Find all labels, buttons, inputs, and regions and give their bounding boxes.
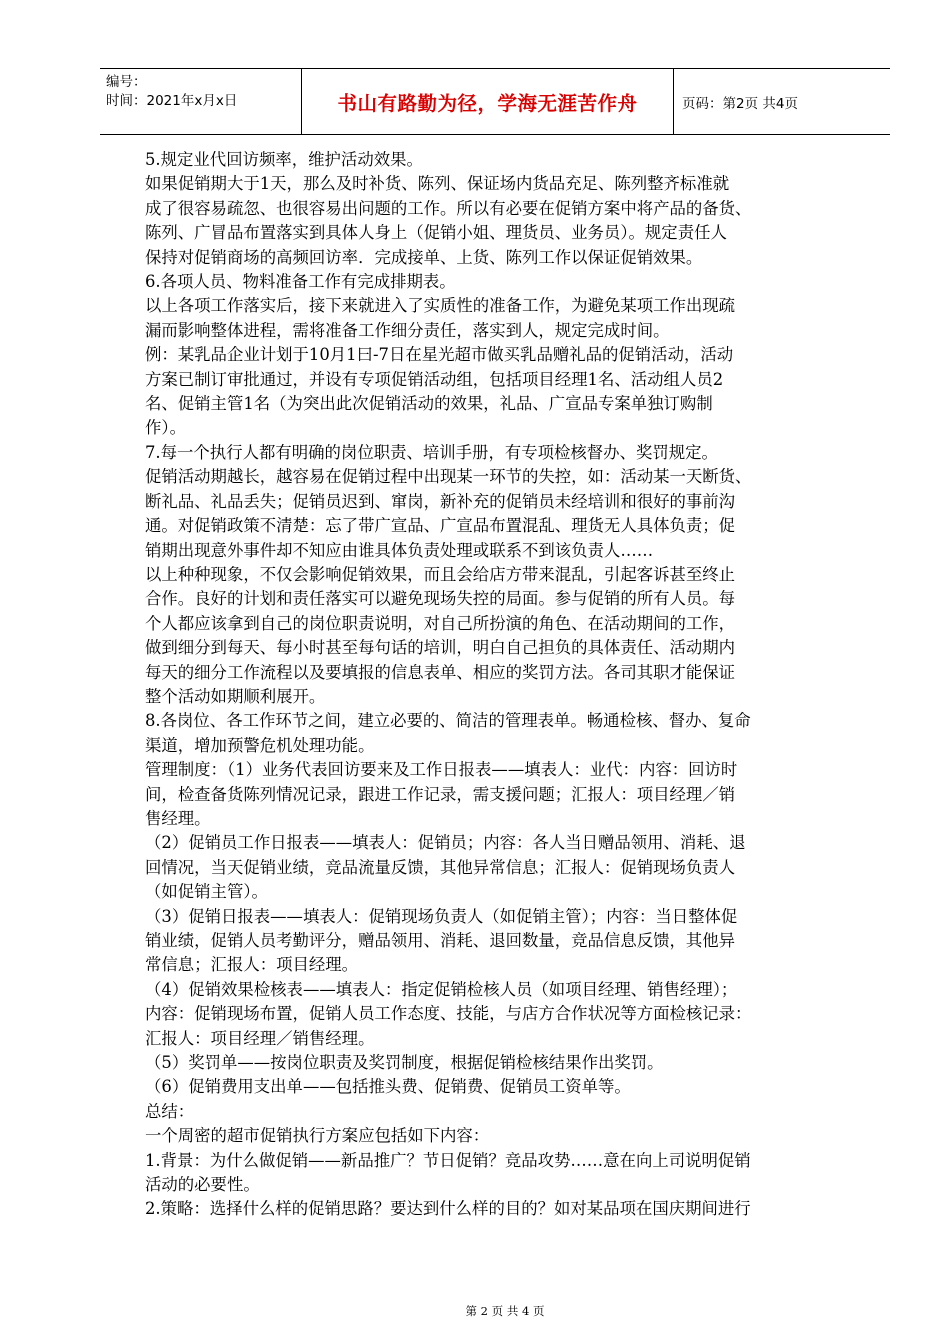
body-line: 一个周密的超市促销执行方案应包括如下内容： bbox=[145, 1126, 490, 1146]
body-line: 断礼品、礼品丢失；促销员迟到、窜岗，新补充的促销员未经培训和很好的事前沟 bbox=[145, 491, 736, 511]
body-line: 作）。 bbox=[145, 418, 186, 438]
body-line: 2.策略：选择什么样的促销思路？要达到什么样的目的？如对某品项在国庆期间进行 bbox=[145, 1199, 751, 1219]
body-line: （4）促销效果检核表——填表人：指定促销检核人员（如项目经理、销售经理）； bbox=[145, 979, 738, 999]
body-line: 例：某乳品企业计划于10月1曰-7日在星光超市做买乳品赠礼品的促销活动，活动 bbox=[145, 345, 734, 365]
page-header bbox=[100, 68, 890, 135]
body-line: 管理制度：（1）业务代表回访要来及工作日报表——填表人：业代：内容：回访时 bbox=[145, 760, 738, 780]
body-line: 1.背景：为什么做促销——新品推广？节日促销？竞品攻势……意在向上司说明促销 bbox=[145, 1150, 751, 1170]
body-line: （2）促销员工作日报表——填表人：促销员；内容：各人当日赠品领用、消耗、退 bbox=[145, 833, 746, 853]
body-line: 如果促销期大于1天，那么及时补货、陈列、保证场内货品充足、陈列整齐标准就 bbox=[145, 174, 730, 194]
body-line: （3）促销日报表——填表人：促销现场负责人（如促销主管）；内容：当日整体促 bbox=[145, 906, 738, 926]
page-footer: 第 2 页 共 4 页 bbox=[465, 1304, 545, 1318]
body-line: 常信息；汇报人：项目经理。 bbox=[145, 955, 359, 975]
body-line: 售经理。 bbox=[145, 808, 211, 828]
header-meta bbox=[100, 69, 302, 134]
body-line: 通。对促销政策不清楚：忘了带广宣品、广宣品布置混乱、理货无人具体负责；促 bbox=[145, 516, 736, 536]
body-line: 做到细分到每天、每小时甚至每句话的培训，明白自己担负的具体责任、活动期内 bbox=[145, 638, 736, 658]
body-line: 汇报人：项目经理／销售经理。 bbox=[145, 1028, 375, 1048]
body-line: 每天的细分工作流程以及要填报的信息表单、相应的奖罚方法。各司其职才能保证 bbox=[145, 662, 736, 682]
doc-time-label: 时间：2021年x月x日 bbox=[106, 93, 238, 109]
body-line: 以上各项工作落实后，接下来就进入了实质性的准备工作，为避免某项工作出现疏 bbox=[145, 296, 736, 316]
body-line: 总结： bbox=[145, 1101, 195, 1121]
body-line: 6.各项人员、物料准备工作有完成排期表。 bbox=[145, 272, 456, 292]
body-line: 陈列、广冒品布置落实到具体人身上（促销小姐、理货员、业务员）。规定责任人 bbox=[145, 223, 727, 243]
body-line: 以上种种现象，不仅会影响促销效果，而且会给店方带来混乱，引起客诉甚至终止 bbox=[145, 564, 736, 584]
body-line: 方案已制订审批通过，并设有专项促销活动组，包括项目经理1名、活动组人员2 bbox=[145, 369, 724, 389]
header-page-info-cell bbox=[674, 69, 890, 134]
body-line: 销业绩，促销人员考勤评分，赠品领用、消耗、退回数量，竞品信息反馈，其他异 bbox=[145, 931, 736, 950]
body-line: 8.各岗位、各工作环节之间，建立必要的、简洁的管理表单。畅通检核、督办、复命 bbox=[145, 711, 751, 731]
body-line: （5）奖罚单——按岗位职责及奖罚制度，根据促销检核结果作出奖罚。 bbox=[145, 1053, 664, 1073]
header-page-info: 页码：第2页 共4页 bbox=[682, 95, 798, 112]
body-line: 成了很容易疏忽、也很容易出问题的工作。所以有必要在促销方案中将产品的备货、 bbox=[145, 198, 752, 218]
body-line: 名、促销主管1名（为突出此次促销活动的效果，礼品、广宣品专案单独订购制 bbox=[145, 394, 713, 414]
document-body bbox=[145, 148, 857, 1222]
body-line: 内容：促销现场布置，促销人员工作态度、技能，与店方合作状况等方面检核记录： bbox=[145, 1004, 752, 1024]
header-motto-cell bbox=[302, 69, 674, 134]
body-line: 渠道，增加预警危机处理功能。 bbox=[145, 735, 375, 755]
header-motto: 书山有路勤为径，学海无涯苦作舟 bbox=[337, 91, 638, 115]
body-line: 促销活动期越长，越容易在促销过程中出现某一环节的失控，如：活动某一天断货、 bbox=[145, 467, 752, 487]
body-line: （如促销主管）。 bbox=[145, 882, 268, 902]
body-line: 个人都应该拿到自己的岗位职责说明，对自己所扮演的角色、在活动期间的工作， bbox=[145, 613, 736, 633]
body-line: 5.规定业代回访频率，维护活动效果。 bbox=[145, 150, 423, 169]
body-line: 间，检查备货陈列情况记录，跟进工作记录，需支援问题；汇报人：项目经理／销 bbox=[145, 784, 736, 804]
doc-number-label: 编号： bbox=[106, 74, 147, 90]
body-line: 保持对促销商场的高频回访率．完成接单、上货、陈列工作以保证促销效果。 bbox=[145, 247, 703, 267]
body-line: 合作。良好的计划和责任落实可以避免现场失控的局面。参与促销的所有人员。每 bbox=[145, 589, 736, 609]
body-line: （6）促销费用支出单——包括推头费、促销费、促销员工资单等。 bbox=[145, 1077, 631, 1097]
body-line: 漏而影响整体进程，需将准备工作细分责任，落实到人，规定完成时间。 bbox=[145, 320, 670, 340]
body-line: 活动的必要性。 bbox=[145, 1175, 260, 1195]
body-line: 销期出现意外事件却不知应由谁具体负责处理或联系不到该负责人…… bbox=[145, 540, 654, 560]
body-line: 回情况，当天促销业绩，竞品流量反馈，其他异常信息；汇报人：促销现场负责人 bbox=[145, 857, 736, 877]
body-line: 7.每一个执行人都有明确的岗位职责、培训手册，有专项检核督办、奖罚规定。 bbox=[145, 442, 718, 462]
body-line: 整个活动如期顺利展开。 bbox=[145, 686, 326, 706]
